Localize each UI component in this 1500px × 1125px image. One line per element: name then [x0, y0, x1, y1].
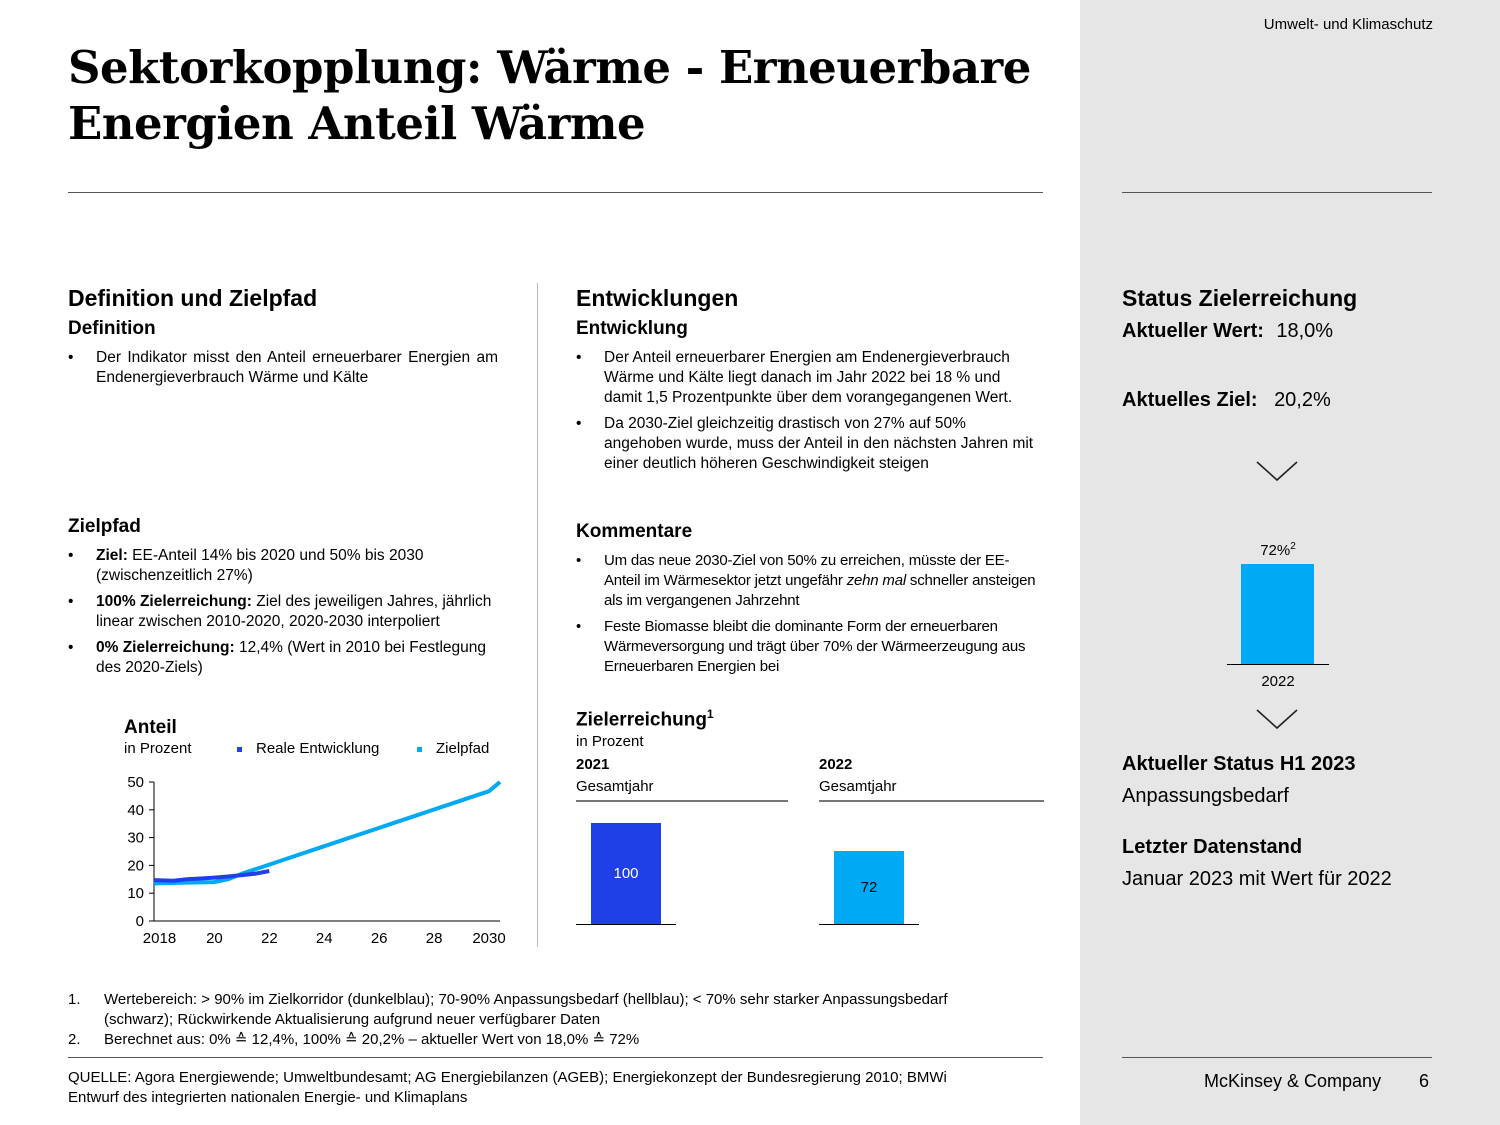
- sidebar-bar-baseline: [1227, 664, 1329, 665]
- status-heading-text: Status Zielerreichung: [1122, 285, 1358, 311]
- x-tick-label: 26: [370, 930, 388, 947]
- column-divider: [537, 283, 538, 947]
- series-line-reale-entwicklung: [154, 871, 269, 881]
- footnote-text: Berechnet aus: 0% ≙ 12,4%, 100% ≙ 20,2% – aktueller Wert von 18,0% ≙ 72%: [104, 1031, 640, 1048]
- kommentar-bullet: [576, 551, 1042, 611]
- current-value: 18,0%: [1276, 320, 1334, 342]
- zielpfad-list: [68, 546, 498, 678]
- title-divider: [68, 192, 1043, 193]
- legend-label: Zielpfad: [436, 740, 490, 757]
- title-line-2: Energien Anteil Wärme: [68, 97, 646, 150]
- footnote-number: 2.: [68, 1031, 81, 1048]
- x-tick-label: 20: [206, 930, 223, 947]
- zielerreichung-title-text: Zielerreichung: [576, 709, 707, 731]
- current-value-row: [1122, 320, 1333, 343]
- zielpfad-bullet: [68, 592, 498, 632]
- kommentare-list: [576, 551, 1042, 677]
- panel-label-2021: Gesamtjahr: [576, 778, 654, 795]
- bar-2022: [834, 851, 904, 924]
- definition-bullet: • Der Indikator misst den Anteil erneuerbarer Energien am Endenergieverbrauch Wärme und Kälte: [68, 348, 498, 388]
- zielerreichung-footnote-ref: 1: [706, 707, 714, 721]
- zielpfad-bullet-bold: 100% Zielerreichung:: [96, 593, 252, 610]
- bar-value-label: 100: [613, 865, 639, 882]
- chevron-down-icon: [1256, 460, 1298, 484]
- title-line-1: Sektorkopplung: Wärme - Erneuerbare: [68, 41, 1031, 94]
- page-title: [68, 40, 1068, 152]
- sidebar-bar-value: [1227, 541, 1329, 559]
- kommentar-text: Feste Biomasse bleibt die dominante Form der erneuerbaren Wärmeversorgung und trägt über 70% der Wärmeerzeugung aus Erneuerbaren Energien bei: [604, 618, 1026, 675]
- x-tick-label: 2018: [142, 930, 177, 947]
- legend-marker-dark: [237, 747, 242, 752]
- series-line-zielpfad: [154, 782, 500, 884]
- kommentar-bullet: [576, 617, 1042, 677]
- footnote-text: Wertebereich: > 90% im Zielkorridor (dunkelblau); 70-90% Anpassungsbedarf (hellblau); < 70% sehr starker Anpassungsbedarf (schwarz); Rückwirkende Aktualisierung aufgrund neuer verfügbarer Daten: [104, 991, 948, 1028]
- sidebar-divider-top: [1122, 192, 1432, 193]
- sidebar-bar-2022: [1241, 564, 1314, 664]
- panel-divider-2021: [576, 800, 788, 802]
- footnote: [68, 990, 968, 1030]
- zielpfad-bullet: [68, 546, 498, 586]
- line-chart-subtitle: in Prozent: [124, 740, 192, 757]
- sidebar-bar-footnote-ref: 2: [1290, 541, 1296, 552]
- kommentar-text: schneller ansteigen als im vergangenen Jahrzehnt: [604, 572, 1036, 609]
- current-target: 20,2%: [1274, 389, 1331, 411]
- bar-value-label: 72: [860, 879, 878, 897]
- status-sidebar: [1080, 0, 1500, 1125]
- source-note: QUELLE: Agora Energiewende; Umweltbundesamt; AG Energiebilanzen (AGEB); Energiekonzept der Bundesregierung 2010; BMWi Entwurf des integrierten nationalen Energie- und Klimaplans: [68, 1069, 947, 1106]
- kommentar-italic: zehn mal: [846, 572, 906, 589]
- y-tick-label: 20: [127, 857, 144, 875]
- line-chart: [110, 765, 520, 955]
- entwicklungen-heading: Entwicklungen: [576, 285, 739, 311]
- company-name: McKinsey & Company: [1204, 1071, 1382, 1091]
- footnote-number: 1.: [68, 991, 81, 1008]
- zielpfad-bullet-bold: Ziel:: [96, 547, 128, 564]
- x-tick-label: 22: [260, 930, 278, 947]
- legend-zielpfad: [417, 740, 489, 757]
- current-target-label: Aktuelles Ziel:: [1122, 389, 1258, 411]
- kommentare-heading: Kommentare: [576, 521, 693, 542]
- panel-year-2021: 2021: [576, 756, 610, 773]
- definition-list: [68, 348, 498, 388]
- zielpfad-bullet-bold: 0% Zielerreichung:: [96, 639, 235, 656]
- footnotes: [68, 990, 968, 1050]
- y-tick-label: 50: [127, 774, 144, 791]
- zielpfad-heading: Zielpfad: [68, 516, 141, 537]
- entwicklung-bullet: • Da 2030-Ziel gleichzeitig drastisch von 27% auf 50% angehoben wurde, muss der Anteil in den nächsten Jahren mit einer deutlich höheren Geschwindigkeit steigen: [576, 414, 1042, 474]
- entwicklung-heading: Entwicklung: [576, 318, 688, 339]
- x-tick-label: 24: [315, 930, 333, 947]
- zielpfad-bullet: [68, 638, 498, 678]
- y-tick-label: 40: [127, 801, 144, 819]
- y-tick-label: 30: [127, 829, 144, 847]
- chevron-down-icon: [1256, 708, 1298, 732]
- zielerreichung-subtitle: in Prozent: [576, 733, 644, 750]
- entwicklungen-column: [576, 285, 1042, 480]
- footnote: [68, 1030, 968, 1050]
- sidebar-bar-value-text: 72%: [1260, 542, 1291, 559]
- bar-baseline-2021: [576, 924, 676, 925]
- sidebar-bar-category: 2022: [1261, 673, 1295, 690]
- status-label: Aktueller Status H1 2023: [1122, 753, 1356, 775]
- data-date-label: Letzter Datenstand: [1122, 836, 1303, 858]
- zielpfad-bullet-text: Ziel des jeweiligen Jahres, jährlich linear zwischen 2010-2020, 2020-2030 interpoliert: [96, 593, 492, 630]
- zielpfad-section: [68, 516, 498, 684]
- x-tick-label: 28: [425, 930, 443, 947]
- legend-marker-light: [417, 747, 422, 752]
- kommentar-text: Um das neue 2030-Ziel von 50% zu erreichen, müsste der EE-Anteil im Wärmesektor jetzt ungefähr: [604, 552, 1010, 589]
- zielpfad-bullet-text: EE-Anteil 14% bis 2020 und 50% bis 2030 (zwischenzeitlich 27%): [96, 547, 424, 584]
- y-tick-label: 10: [127, 885, 144, 903]
- legend-label: Reale Entwicklung: [256, 740, 380, 757]
- legend-reale-entwicklung: [237, 740, 379, 757]
- sidebar-footer-divider: [1122, 1057, 1432, 1058]
- page-number: 6: [1419, 1071, 1430, 1091]
- x-tick-label: 2030: [472, 930, 506, 947]
- line-chart-title: Anteil: [124, 717, 177, 738]
- panel-divider-2022: [819, 800, 1044, 802]
- definition-heading: Definition: [68, 318, 156, 339]
- panel-label-2022: Gesamtjahr: [819, 778, 897, 795]
- zielerreichung-title: [576, 707, 714, 731]
- current-value-label: Aktueller Wert:: [1122, 320, 1264, 342]
- status-value: Anpassungsbedarf: [1122, 785, 1289, 807]
- zielpfad-bullet-text: 12,4% (Wert in 2010 bei Festlegung des 2020-Ziels): [96, 639, 486, 676]
- status-heading: [1122, 285, 1357, 312]
- section-label: Umwelt- und Klimaschutz: [1263, 16, 1433, 33]
- bar-2021: [591, 823, 661, 924]
- entwicklung-list: [576, 348, 1042, 474]
- panel-year-2022: 2022: [819, 756, 853, 773]
- current-target-row: [1122, 389, 1331, 412]
- data-date-value: Januar 2023 mit Wert für 2022: [1122, 868, 1392, 890]
- entwicklung-bullet: • Der Anteil erneuerbarer Energien am Endenergieverbrauch Wärme und Kälte liegt danach im Jahr 2022 bei 18 % und damit 1,5 Prozentpunkte über dem vorangegangenen Wert.: [576, 348, 1042, 408]
- definition-column: [68, 285, 498, 394]
- y-tick-label: 0: [135, 913, 144, 930]
- kommentare-section: [576, 521, 1042, 683]
- footer-divider: [68, 1057, 1043, 1058]
- bar-baseline-2022: [819, 924, 919, 925]
- definition-section-heading: Definition und Zielpfad: [68, 285, 318, 311]
